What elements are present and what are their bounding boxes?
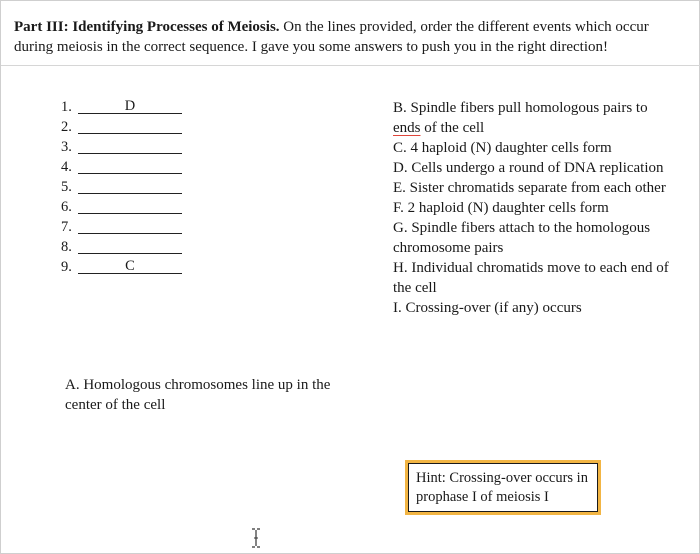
answer-row-6 [61, 197, 191, 217]
section-title: Part III: Identifying Processes of Meiosis. [14, 19, 280, 35]
answer-row-4 [61, 157, 191, 177]
answer-row-5 [61, 177, 191, 197]
answer-blank[interactable] [78, 117, 182, 134]
answer-number: 3. [61, 139, 72, 155]
hint-box: Hint: Crossing-over occurs in prophase I of meiosis I [408, 463, 598, 512]
option-g: G. Spindle fibers attach to the homologous chromosome pairs [393, 220, 651, 256]
option-f: F. 2 haploid (N) daughter cells form [393, 200, 609, 216]
answer-blank[interactable]: C [78, 257, 182, 274]
answer-number: 4. [61, 159, 72, 175]
answer-row-2 [61, 117, 191, 137]
spellcheck-word: ends [393, 120, 421, 136]
event-options [393, 98, 675, 318]
option-h: H. Individual chromatids move to each end of the cell [393, 260, 669, 296]
option-i: I. Crossing-over (if any) occurs [393, 300, 582, 316]
option-d: D. Cells undergo a round of DNA replication [393, 160, 664, 176]
answer-blank[interactable] [78, 197, 182, 214]
option-b: B. Spindle fibers pull homologous pairs to ends of the cell [393, 100, 648, 136]
answer-number: 8. [61, 239, 72, 255]
answer-row-1 [61, 97, 191, 117]
answer-blank[interactable] [78, 237, 182, 254]
answer-number: 6. [61, 199, 72, 215]
header-divider [1, 65, 700, 66]
option-e: E. Sister chromatids separate from each other [393, 180, 666, 196]
answer-row-7 [61, 217, 191, 237]
answer-list [61, 97, 191, 277]
text-cursor-icon [250, 528, 262, 548]
section-header [14, 17, 690, 57]
answer-blank[interactable] [78, 217, 182, 234]
answer-number: 2. [61, 119, 72, 135]
option-c: C. 4 haploid (N) daughter cells form [393, 140, 612, 156]
answer-blank[interactable] [78, 177, 182, 194]
answer-row-8 [61, 237, 191, 257]
answer-row-3 [61, 137, 191, 157]
answer-row-9 [61, 257, 191, 277]
section-instructions: On the lines provided, order the different events which occur during meiosis in the correct sequence. I gave you some answers to push you in the right direction! [14, 19, 649, 55]
answer-number: 7. [61, 219, 72, 235]
answer-number: 5. [61, 179, 72, 195]
answer-blank[interactable] [78, 137, 182, 154]
answer-number: 1. [61, 99, 72, 115]
answer-blank[interactable]: D [78, 97, 182, 114]
answer-blank[interactable] [78, 157, 182, 174]
option-a: A. Homologous chromosomes line up in the center of the cell [65, 377, 331, 413]
answer-number: 9. [61, 259, 72, 275]
